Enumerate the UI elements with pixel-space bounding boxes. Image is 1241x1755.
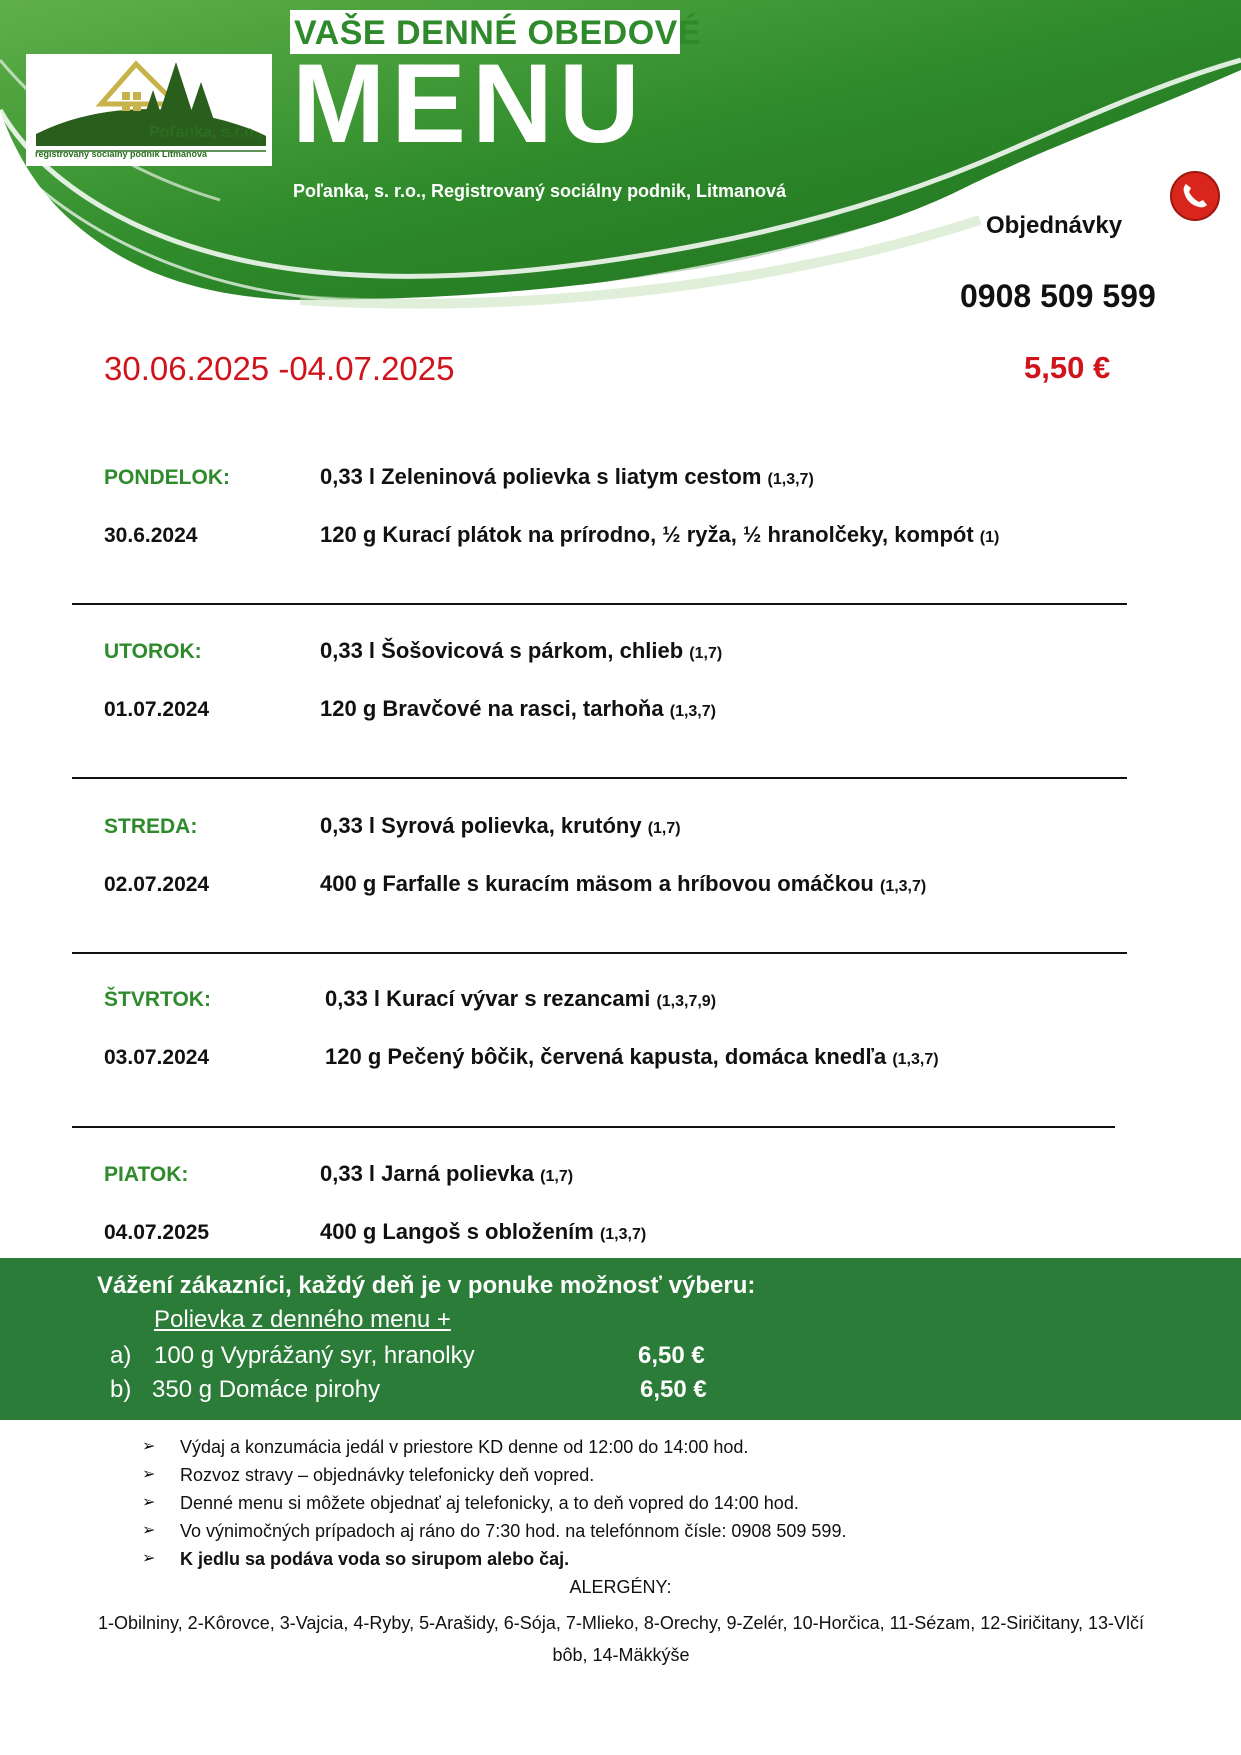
soup-item: 0,33 l Jarná polievka (1,7) — [320, 1161, 574, 1186]
allergen-codes: (1,7) — [689, 645, 723, 662]
menu-price: 5,50 € — [1024, 350, 1111, 385]
bullet-arrow-icon: ➢ — [142, 1438, 156, 1455]
phone-icon — [1169, 170, 1221, 222]
allergen-codes: (1,7) — [540, 1168, 574, 1185]
main-dish-item: 120 g Pečený bôčik, červená kapusta, domáca knedľa (1,3,7) — [325, 1044, 939, 1069]
option-text: 350 g Domáce pirohy — [152, 1376, 381, 1403]
divider — [72, 777, 1127, 779]
week-date-range: 30.06.2025 -04.07.2025 — [104, 350, 455, 387]
option-price: 6,50 € — [640, 1376, 707, 1403]
allergen-codes: (1,3,7) — [599, 1226, 647, 1243]
allergens-list: 1-Obilniny, 2-Kôrovce, 3-Vajcia, 4-Ryby, 5-Arašidy, 6-Sója, 7-Mlieko, 8-Orechy, 9-Zelér, 10-Horčica, 11-Sézam, 12-Siričitany, 13-Vlčí bôb, 14-Mäkkýše — [97, 1613, 1145, 1665]
main-dish-item: 400 g Farfalle s kuracím mäsom a hríbovou omáčkou (1,3,7) — [320, 871, 927, 896]
menu-title: MENU — [292, 41, 646, 166]
logo-subtitle: registrovaný sociálny podnik Litmanová — [35, 149, 208, 159]
option-letter: b) — [110, 1376, 132, 1403]
box-bottom-rule — [0, 1418, 1241, 1420]
allergen-codes: (1,3,7) — [892, 1051, 939, 1068]
divider — [72, 952, 1127, 954]
day-date: 04.07.2025 — [104, 1221, 210, 1244]
daily-choice-box — [0, 1258, 1241, 1418]
logo-name: Poľanka, s.r.o., — [149, 124, 263, 141]
note-item: ➢ K jedlu sa podáva voda so sirupom alebo čaj. — [142, 1545, 846, 1573]
company-line: Poľanka, s. r.o., Registrovaný sociálny podnik, Litmanová — [293, 181, 787, 201]
note-item: ➢ Výdaj a konzumácia jedál v priestore KD denne od 12:00 do 14:00 hod. — [142, 1433, 846, 1461]
allergen-codes: (1,7) — [647, 820, 681, 837]
day-date: 30.6.2024 — [104, 524, 198, 547]
allergen-codes: (1,3,7) — [669, 703, 716, 720]
orders-label: Objednávky — [986, 212, 1123, 239]
day-name: STREDA: — [104, 815, 198, 838]
allergen-codes: (1,3,7) — [879, 878, 927, 895]
note-item: ➢ Vo výnimočných prípadoch aj ráno do 7:30 hod. na telefónnom čísle: 0908 509 599. — [142, 1517, 846, 1545]
option-letter: a) — [110, 1342, 132, 1369]
main-dish-item: 120 g Kurací plátok na prírodno, ½ ryža, ½ hranolčeky, kompót (1) — [320, 522, 1000, 547]
note-item: ➢ Rozvoz stravy – objednávky telefonicky deň vopred. — [142, 1461, 846, 1489]
main-dish-item: 400 g Langoš s obložením (1,3,7) — [320, 1219, 647, 1244]
company-logo — [26, 54, 272, 166]
bullet-arrow-icon: ➢ — [142, 1550, 156, 1567]
allergen-codes: (1,3,7,9) — [656, 993, 717, 1010]
main-dish-item: 120 g Bravčové na rasci, tarhoňa (1,3,7) — [320, 696, 716, 721]
day-name: ŠTVRTOK: — [104, 988, 211, 1011]
day-name: PIATOK: — [104, 1163, 189, 1186]
header-tagline: VAŠE DENNÉ OBEDOVÉ — [294, 14, 702, 52]
soup-item: 0,33 l Syrová polievka, krutóny (1,7) — [320, 813, 681, 838]
bullet-arrow-icon: ➢ — [142, 1494, 156, 1511]
allergen-codes: (1,3,7) — [767, 471, 814, 488]
choice-box-subtitle: Polievka z denného menu + — [154, 1306, 451, 1333]
bullet-arrow-icon: ➢ — [142, 1466, 156, 1483]
soup-item: 0,33 l Šošovicová s párkom, chlieb (1,7) — [320, 638, 723, 663]
soup-item: 0,33 l Zeleninová polievka s liatym cestom (1,3,7) — [320, 464, 814, 489]
day-name: UTOROK: — [104, 640, 202, 663]
day-date: 01.07.2024 — [104, 698, 210, 721]
day-date: 02.07.2024 — [104, 873, 210, 896]
choice-box-title: Vážení zákazníci, každý deň je v ponuke možnosť výberu: — [97, 1272, 756, 1299]
day-name: PONDELOK: — [104, 466, 230, 489]
option-text: 100 g Vyprážaný syr, hranolky — [154, 1342, 475, 1369]
note-item: ➢ Denné menu si môžete objednať aj telefonicky, a to deň vopred do 14:00 hod. — [142, 1489, 846, 1517]
allergen-codes: (1) — [979, 529, 1000, 546]
option-price: 6,50 € — [638, 1342, 705, 1369]
divider — [72, 1126, 1115, 1128]
notes-list — [142, 1433, 846, 1573]
day-date: 03.07.2024 — [104, 1046, 210, 1069]
bullet-arrow-icon: ➢ — [142, 1522, 156, 1539]
allergens-title: ALERGÉNY: — [569, 1577, 672, 1597]
divider — [72, 603, 1127, 605]
soup-item: 0,33 l Kurací vývar s rezancami (1,3,7,9) — [325, 986, 717, 1011]
orders-phone: 0908 509 599 — [960, 278, 1156, 314]
